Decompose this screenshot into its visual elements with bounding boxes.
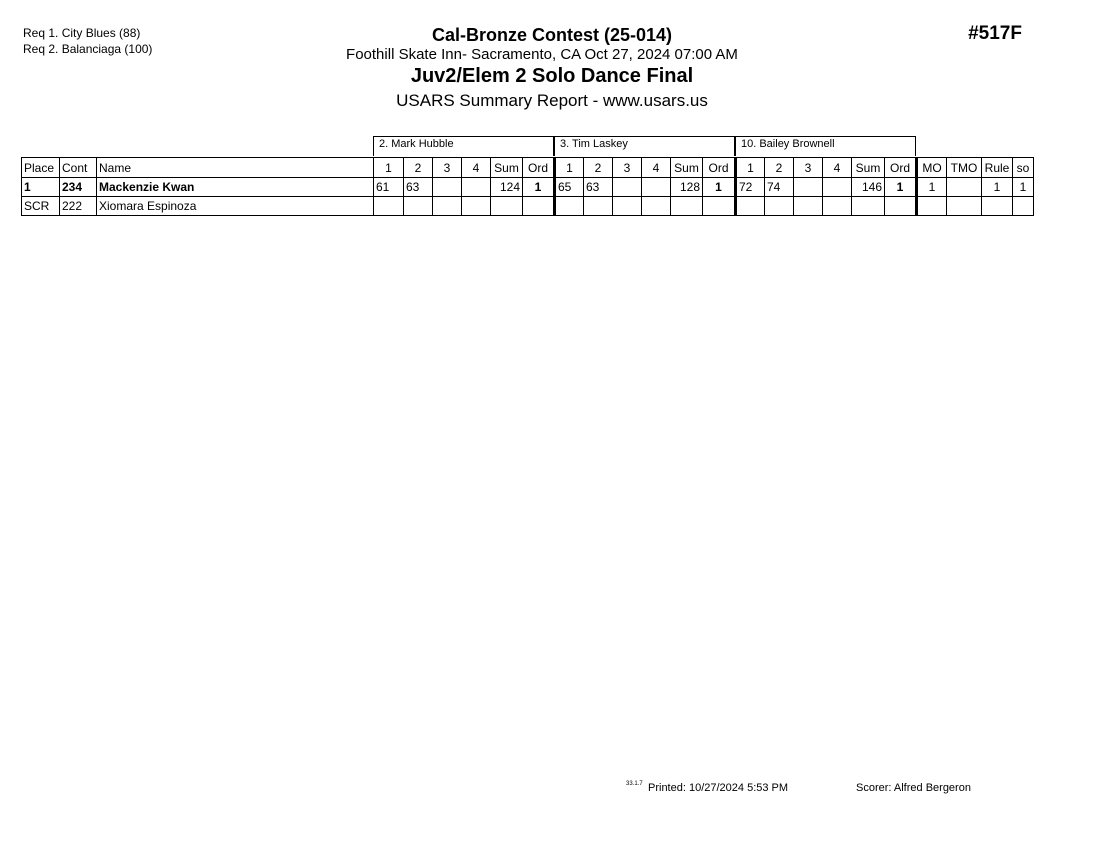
row-j3-s2: 74: [765, 178, 794, 197]
contest-location: Foothill Skate Inn- Sacramento, CA Oct 27, 2024 07:00 AM: [346, 46, 738, 63]
event-number: #517F: [968, 23, 1022, 44]
row-mo: [917, 197, 947, 216]
row-j2-s3: [613, 178, 642, 197]
row-j2-s4: [642, 178, 671, 197]
row-j3-sum: 146: [852, 178, 885, 197]
row-j2-ord: 1: [703, 178, 736, 197]
row-j2-s2: 63: [584, 178, 613, 197]
row-j3-s1: 72: [736, 178, 765, 197]
table-row: [22, 197, 1034, 216]
row-j2-sum: [671, 197, 703, 216]
row-j2-s4: [642, 197, 671, 216]
col-place: Place: [22, 158, 60, 178]
row-j1-ord: 1: [523, 178, 555, 197]
row-mo: 1: [917, 178, 947, 197]
results-table: [21, 157, 1034, 216]
row-j3-s4: [823, 197, 852, 216]
j3-col-3: 3: [794, 158, 823, 178]
row-j1-s2: 63: [404, 178, 433, 197]
row-rule: [982, 197, 1013, 216]
row-j2-ord: [703, 197, 736, 216]
j3-col-4: 4: [823, 158, 852, 178]
row-j1-s3: [433, 197, 462, 216]
j1-col-sum: Sum: [491, 158, 523, 178]
row-j2-s3: [613, 197, 642, 216]
judge-header-2: 3. Tim Laskey: [554, 136, 735, 156]
row-j1-s1: 61: [374, 178, 404, 197]
row-name: Mackenzie Kwan: [97, 178, 374, 197]
row-j3-s3: [794, 178, 823, 197]
row-j1-sum: 124: [491, 178, 523, 197]
row-j3-s3: [794, 197, 823, 216]
row-j1-s3: [433, 178, 462, 197]
row-j3-s2: [765, 197, 794, 216]
col-rule: Rule: [982, 158, 1013, 178]
row-j3-sum: [852, 197, 885, 216]
row-so: 1: [1013, 178, 1034, 197]
j3-col-1: 1: [736, 158, 765, 178]
judge-header-3: 10. Bailey Brownell: [735, 136, 916, 156]
j2-col-sum: Sum: [671, 158, 703, 178]
row-j3-ord: 1: [885, 178, 917, 197]
judge-header-1: 2. Mark Hubble: [373, 136, 554, 156]
col-tmo: TMO: [947, 158, 982, 178]
row-j3-ord: [885, 197, 917, 216]
j2-col-3: 3: [613, 158, 642, 178]
row-place: 1: [22, 178, 60, 197]
row-j1-s1: [374, 197, 404, 216]
row-j3-s1: [736, 197, 765, 216]
row-j2-s1: [555, 197, 584, 216]
row-j2-s2: [584, 197, 613, 216]
row-rule: 1: [982, 178, 1013, 197]
j1-col-3: 3: [433, 158, 462, 178]
row-name: Xiomara Espinoza: [97, 197, 374, 216]
scorer-name: Scorer: Alfred Bergeron: [856, 782, 971, 794]
table-header-row: [22, 158, 1034, 178]
j2-col-4: 4: [642, 158, 671, 178]
row-cont: 234: [60, 178, 97, 197]
printed-timestamp: Printed: 10/27/2024 5:53 PM: [648, 782, 789, 794]
j3-col-ord: Ord: [885, 158, 917, 178]
row-j1-s4: [462, 197, 491, 216]
row-j1-ord: [523, 197, 555, 216]
row-cont: 222: [60, 197, 97, 216]
j1-col-2: 2: [404, 158, 433, 178]
col-so: so: [1013, 158, 1034, 178]
row-j2-sum: 128: [671, 178, 703, 197]
footer-code: 33.1.7: [626, 781, 643, 787]
row-place: SCR: [22, 197, 60, 216]
row-tmo: [947, 197, 982, 216]
event-name: Juv2/Elem 2 Solo Dance Final: [410, 65, 694, 87]
report-name: USARS Summary Report - www.usars.us: [396, 91, 708, 110]
j1-col-4: 4: [462, 158, 491, 178]
j3-col-2: 2: [765, 158, 794, 178]
table-row: [22, 178, 1034, 197]
contest-title: Cal-Bronze Contest (25-014): [431, 25, 673, 45]
row-so: [1013, 197, 1034, 216]
j3-col-sum: Sum: [852, 158, 885, 178]
j1-col-1: 1: [374, 158, 404, 178]
j2-col-2: 2: [584, 158, 613, 178]
j2-col-ord: Ord: [703, 158, 736, 178]
j1-col-ord: Ord: [523, 158, 555, 178]
row-j1-s2: [404, 197, 433, 216]
request-1: Req 1. City Blues (88): [23, 26, 141, 40]
row-j1-sum: [491, 197, 523, 216]
row-j2-s1: 65: [555, 178, 584, 197]
row-j3-s4: [823, 178, 852, 197]
col-name: Name: [97, 158, 374, 178]
request-2: Req 2. Balanciaga (100): [23, 42, 153, 56]
col-cont: Cont: [60, 158, 97, 178]
col-mo: MO: [917, 158, 947, 178]
row-tmo: [947, 178, 982, 197]
j2-col-1: 1: [555, 158, 584, 178]
row-j1-s4: [462, 178, 491, 197]
